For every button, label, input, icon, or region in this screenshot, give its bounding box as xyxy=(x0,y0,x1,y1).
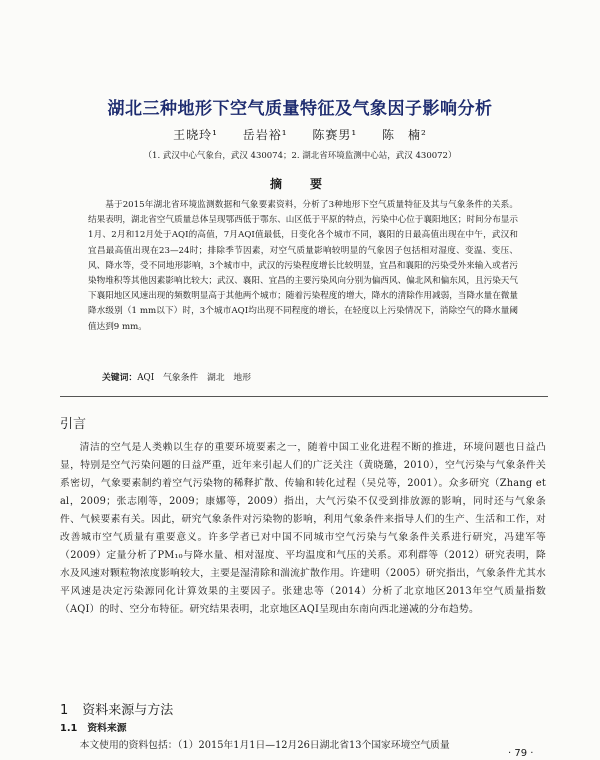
body-text-line: 本文使用的资料包括：（1）2015年1月1日—12月26日湖北省13个国家环境空气质量 xyxy=(79,740,450,751)
subsection-heading xyxy=(60,720,127,734)
author: 王晓玲¹ xyxy=(173,128,218,142)
keywords-line xyxy=(102,370,522,383)
author: 岳岩裕¹ xyxy=(242,128,288,142)
abstract-text: 基于2015年湖北省环境监测数据和气象要素资料，分析了3种地形下空气质量特征及其与气象条件的关系。结果表明，湖北省空气质量总体呈现鄂西低于鄂东、山区低于平原的特点，污染中心位于襄阳地区；时间分布显示1月、2月和12月处于AQI的高值，7月AQI值最低，日变化各个城市不同，襄阳的日最高值出现在中午，武汉和宜昌最高值出现在23—24时；排除季节因素，对空气质量影响较明显的气象因子包括相对湿度、变温、变压、风、降水等，受不同地形影响，3个城市中，武汉的污染程度增长比较明显，宜昌和襄阳的污染受外来输入或者污染物堆积等其他因素影响比较大；武汉、襄阳、宜昌的主要污染风向分别为偏西风、偏北风和偏东风，且污染天气下襄阳地区风速出现的频数明显高于其他两个城市；随着污染程度的增大，降水的清除作用减弱，当降水量在微量降水级别（1 mm以下）时，3个城市AQI均出现不同程度的增长，在轻度以上污染情况下，消除空气的降水量阈值达到9 mm。 xyxy=(88,200,518,332)
section-number: 1 xyxy=(60,703,69,718)
author: 陈 楠² xyxy=(382,128,427,142)
section-divider xyxy=(60,396,548,397)
section-title: 资料来源与方法 xyxy=(82,703,174,718)
author: 陈赛男¹ xyxy=(312,128,358,142)
affiliations: （1. 武汉中心气象台，武汉 430074；2. 湖北省环境监测中心站，武汉 430072） xyxy=(143,151,457,161)
paper-title: 湖北三种地形下空气质量特征及气象因子影响分析 xyxy=(107,99,493,119)
subsection-number: 1.1 xyxy=(60,723,78,734)
section-heading xyxy=(60,699,173,718)
keywords-value: AQI 气象条件 湖北 地形 xyxy=(137,373,252,383)
intro-paragraph: 清洁的空气是人类赖以生存的重要环境要素之一，随着中国工业化进程不断的推进，环境问题也日益凸显，特别是空气污染问题的日益严重，近年来引起人们的广泛关注（黄晓璐，2010），空气污染与气象条件关系密切，气象要素制约着空气污染物的稀释扩散、传输和转化过程（吴兑等，2001）。众多研究（Zhang et al，2009；张志刚等，2009；康娜等，2009）指出，大气污染不仅受到排放源的影响，同时还与气象条件、气候要素有关。因此，研究气象条件对污染物的影响，利用气象条件来指导人们的生产、生活和工作，对改善城市空气质量有重要意义。许多学者已对中国不同城市空气污染与气象条件关系进行研究，冯建军等（2009）定量分析了PM₁₀与降水量、相对湿度、平均温度和气压的关系。邓利群等（2012）研究表明，降水及风速对颗粒物浓度影响较大，主要是湿清除和湍流扩散作用。许建明（2005）研究指出，气象条件尤其水平风速是决定污染源同化计算效果的主要因子。张建忠等（2014）分析了北京地区2013年空气质量指数（AQI）的时、空分布特征。研究结果表明，北京地区AQI呈现由东南向西北递减的分布趋势。 xyxy=(60,442,546,615)
subsection-title: 资料来源 xyxy=(87,723,127,734)
keywords-label: 关键词： xyxy=(102,373,138,383)
abstract-heading: 摘 要 xyxy=(269,177,330,191)
page-number: · 79 · xyxy=(508,748,534,759)
intro-heading: 引言 xyxy=(60,417,87,432)
author-list xyxy=(0,126,600,143)
